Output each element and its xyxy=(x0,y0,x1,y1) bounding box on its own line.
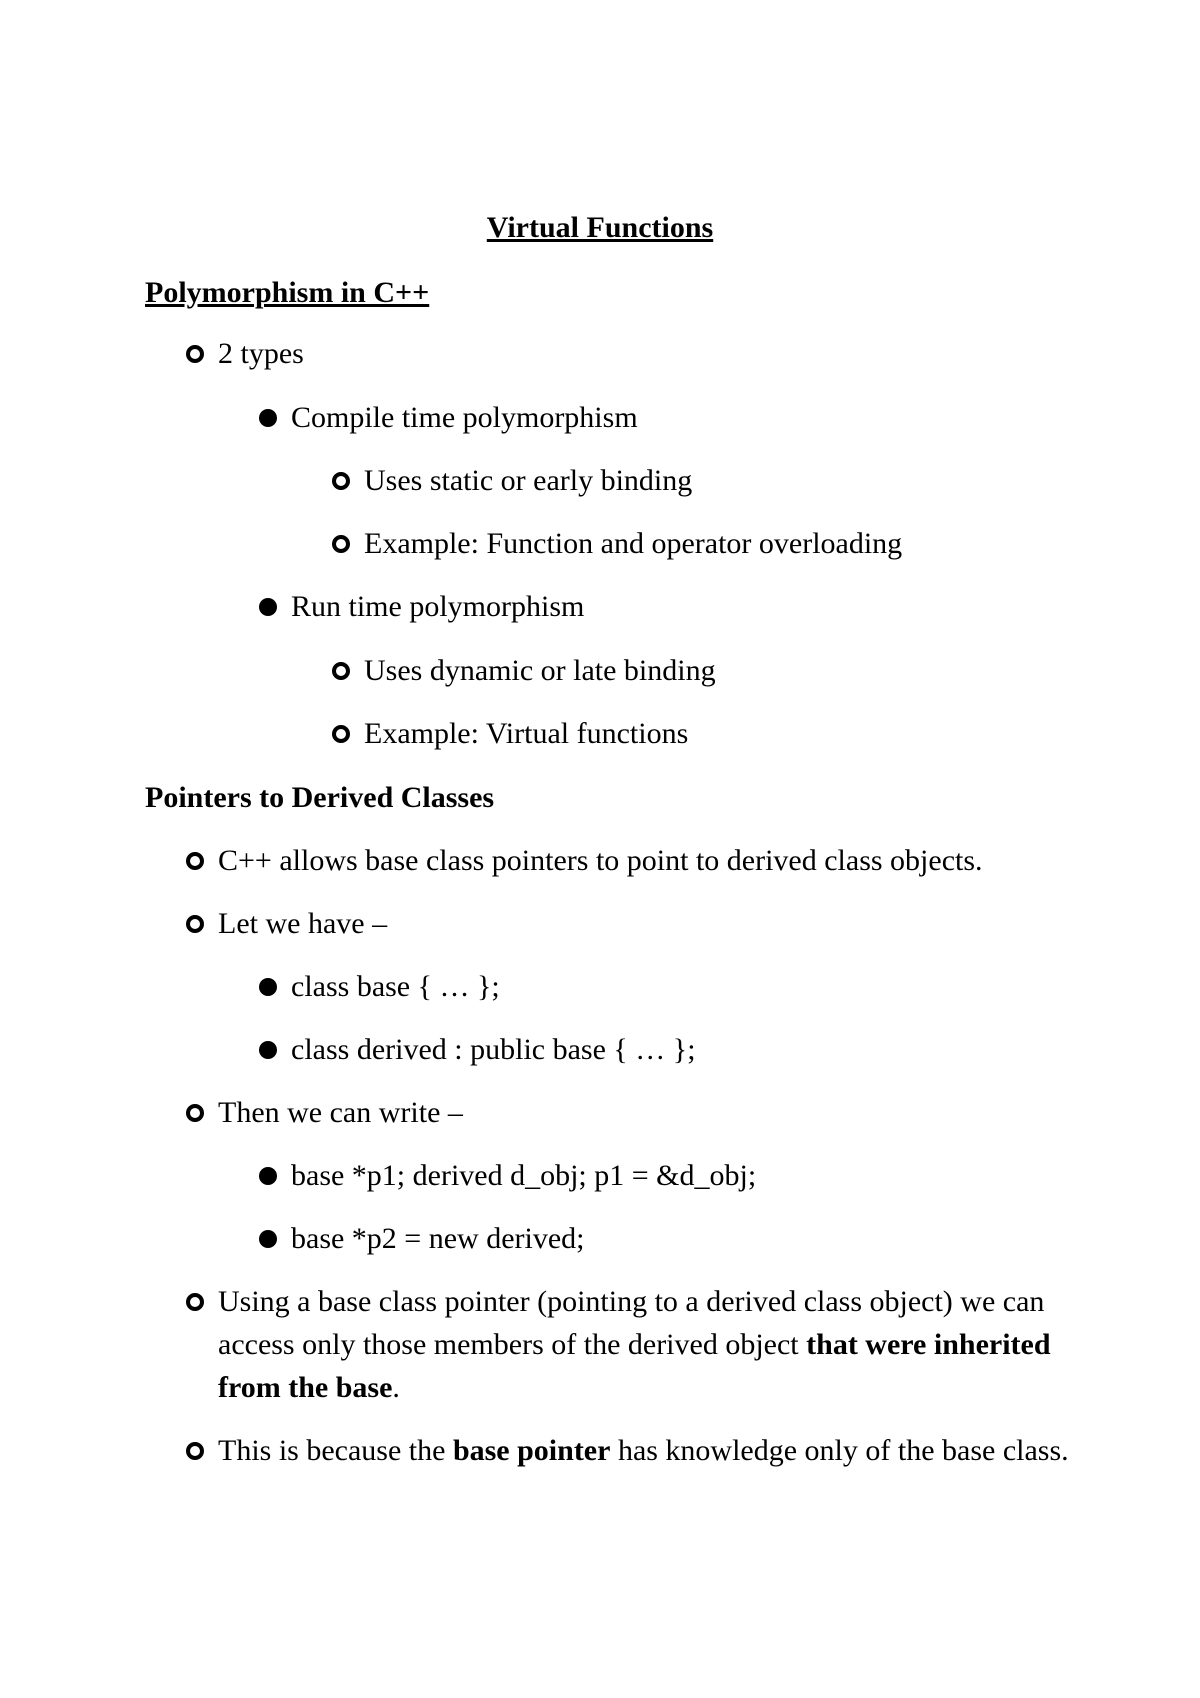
section-heading-polymorphism: Polymorphism in C++ xyxy=(145,276,430,309)
solid-bullet-icon xyxy=(259,409,277,427)
solid-bullet-icon xyxy=(259,1230,277,1248)
hollow-bullet-icon xyxy=(186,1442,204,1460)
list-item-run-time: Run time polymorphism xyxy=(291,590,585,623)
solid-bullet-icon xyxy=(259,1041,277,1059)
list-item-overloading-example: Example: Function and operator overloading xyxy=(364,527,903,560)
list-item-static-binding: Uses static or early binding xyxy=(364,464,693,497)
hollow-bullet-icon xyxy=(186,852,204,870)
list-item-virtual-example: Example: Virtual functions xyxy=(364,717,689,750)
list-item-access-limitation xyxy=(218,1280,1078,1409)
list-item-let-we-have: Let we have – xyxy=(218,907,388,940)
document-title: Virtual Functions xyxy=(486,211,714,244)
list-item-class-base: class base { … }; xyxy=(291,970,500,1003)
hollow-bullet-icon xyxy=(332,662,350,680)
base-knowledge-text: This is because the xyxy=(218,1434,453,1467)
hollow-bullet-icon xyxy=(332,725,350,743)
list-item-compile-time: Compile time polymorphism xyxy=(291,401,638,434)
list-item-then-we-can-write: Then we can write – xyxy=(218,1096,463,1129)
list-item-types: 2 types xyxy=(218,337,304,370)
hollow-bullet-icon xyxy=(186,915,204,933)
solid-bullet-icon xyxy=(259,978,277,996)
base-knowledge-emphasis: base pointer xyxy=(452,1434,611,1467)
list-item-class-derived: class derived : public base { … }; xyxy=(291,1033,696,1066)
solid-bullet-icon xyxy=(259,1167,277,1185)
base-knowledge-end: has knowledge only of the base class. xyxy=(610,1434,1069,1467)
list-item-base-knowledge xyxy=(218,1429,1078,1472)
list-item-code-p1: base *p1; derived d_obj; p1 = &d_obj; xyxy=(291,1159,757,1192)
hollow-bullet-icon xyxy=(186,1293,204,1311)
hollow-bullet-icon xyxy=(332,472,350,490)
list-item-base-pointers: C++ allows base class pointers to point to derived class objects. xyxy=(218,844,983,877)
access-limitation-text: Using a base class pointer (pointing to a derived class object) we can access only those members of the derived object xyxy=(218,1285,1045,1361)
section-heading-pointers: Pointers to Derived Classes xyxy=(145,781,495,814)
hollow-bullet-icon xyxy=(332,535,350,553)
solid-bullet-icon xyxy=(259,598,277,616)
list-item-code-p2: base *p2 = new derived; xyxy=(291,1222,585,1255)
hollow-bullet-icon xyxy=(186,1104,204,1122)
list-item-dynamic-binding: Uses dynamic or late binding xyxy=(364,654,716,687)
hollow-bullet-icon xyxy=(186,345,204,363)
access-limitation-emphasis: that were inherited from the base xyxy=(218,1328,1051,1404)
access-limitation-period: . xyxy=(392,1371,400,1404)
